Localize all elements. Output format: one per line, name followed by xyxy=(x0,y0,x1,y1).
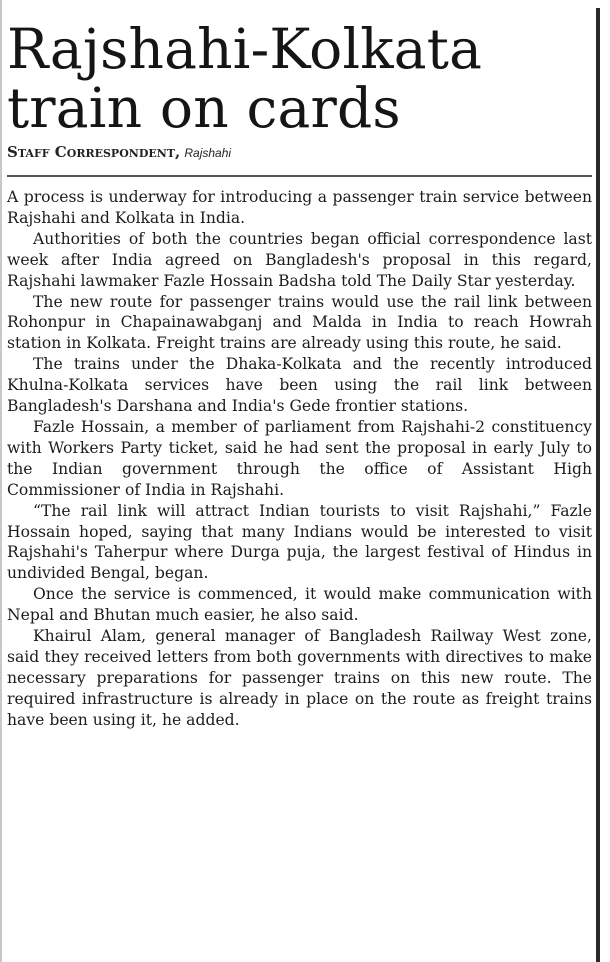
paragraph: “The rail link will attract Indian tourists to visit Rajshahi,” Fazle Hossain hoped, saying that many Indians would be interested to visit Rajshahi's Taherpur where Durga puja, the largest festival of Hindus in undivided Bengal, began. xyxy=(7,501,592,583)
paragraph: The new route for passenger trains would use the rail link between Rohonpur in Chapainawabganj and Malda in India to reach Howrah station in Kolkata. Freight trains are already using this route, he said. xyxy=(7,292,592,353)
news-article xyxy=(7,17,592,731)
paragraph: Once the service is commenced, it would make communication with Nepal and Bhutan much easier, he also said. xyxy=(7,585,592,625)
paragraph: Fazle Hossain, a member of parliament from Rajshahi-2 constituency with Workers Party ticket, said he had sent the proposal in early July to the Indian government through the office of Assistant High Commissioner of India in Rajshahi. xyxy=(7,417,592,499)
paragraph: Khairul Alam, general manager of Bangladesh Railway West zone, said they received letters from both governments with directives to make necessary preparations for passenger trains on this new route. The required infrastructure is already in place on the route as freight trains have been using it, he added. xyxy=(7,627,592,729)
paragraph: The trains under the Dhaka-Kolkata and the recently introduced Khulna-Kolkata services have been using the rail link between Bangladesh's Darshana and India's Gede frontier stations. xyxy=(7,355,592,416)
headline: Rajshahi-Kolkata train on cards xyxy=(7,17,483,140)
byline xyxy=(7,142,592,162)
column-rule-right xyxy=(596,8,600,962)
article-body xyxy=(7,187,592,731)
paragraph: A process is underway for introducing a passenger train service between Rajshahi and Kolkata in India. xyxy=(7,188,592,227)
byline-location: Rajshahi xyxy=(184,146,232,160)
byline-author: Staff Correspondent, xyxy=(7,143,181,161)
column-rule-left xyxy=(0,0,2,962)
divider xyxy=(7,175,592,177)
paragraph: Authorities of both the countries began official correspondence last week after India agreed on Bangladesh's proposal in this regard, Rajshahi lawmaker Fazle Hossain Badsha told The Daily Star yesterday. xyxy=(7,229,592,290)
